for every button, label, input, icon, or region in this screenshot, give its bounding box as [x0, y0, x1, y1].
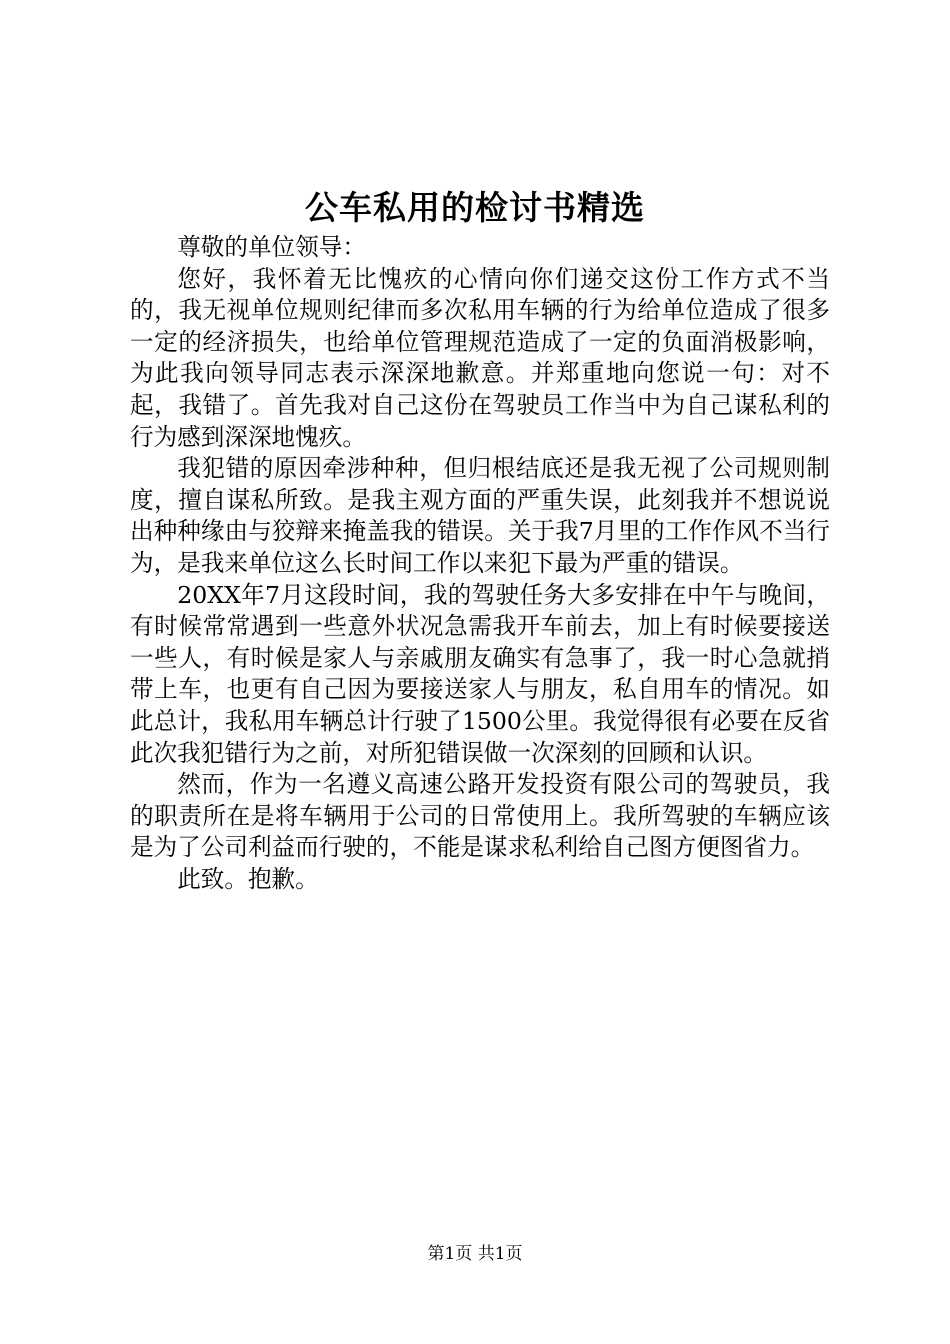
document-title: 公车私用的检讨书精选 — [305, 188, 645, 227]
paragraph-3: 20XX年7月这段时间，我的驾驶任务大多安排在中午与晚间，有时候常常遇到一些意外状况急需我开车前去，加上有时候要接送一些人，有时候是家人与亲戚朋友确实有急事了，我一时心急就捎带上车，也更有自己因为要接送家人与朋友，私自用车的情况。如此总计，我私用车辆总计行驶了1500公里。我觉得很有必要在反省此次我犯错行为之前，对所犯错误做一次深刻的回顾和认识。 — [130, 580, 830, 767]
paragraph-2: 我犯错的原因牵涉种种，但归根结底还是我无视了公司规则制度，擅自谋私所致。是我主观方面的严重失误，此刻我并不想说说出种种缘由与狡辩来掩盖我的错误。关于我7月里的工作作风不当行为，是我来单位这么长时间工作以来犯下最为严重的错误。 — [130, 454, 830, 577]
paragraph-4: 然而，作为一名遵义高速公路开发投资有限公司的驾驶员，我的职责所在是将车辆用于公司的日常使用上。我所驾驶的车辆应该是为了公司利益而行驶的，不能是谋求私利给自己图方便图省力。 — [130, 770, 830, 862]
document-body — [130, 232, 830, 895]
paragraph-1: 您好，我怀着无比愧疚的心情向你们递交这份工作方式不当的，我无视单位规则纪律而多次私用车辆的行为给单位造成了很多一定的经济损失，也给单位管理规范造成了一定的负面消极影响，为此我向领导同志表示深深地歉意。并郑重地向您说一句：对不起，我错了。首先我对自己这份在驾驶员工作当中为自己谋私利的行为感到深深地愧疚。 — [130, 264, 830, 451]
closing-line: 此致。抱歉。 — [177, 864, 319, 893]
page-footer: 第1页 共1页 — [427, 1244, 523, 1264]
salutation: 尊敬的单位领导： — [177, 233, 366, 261]
